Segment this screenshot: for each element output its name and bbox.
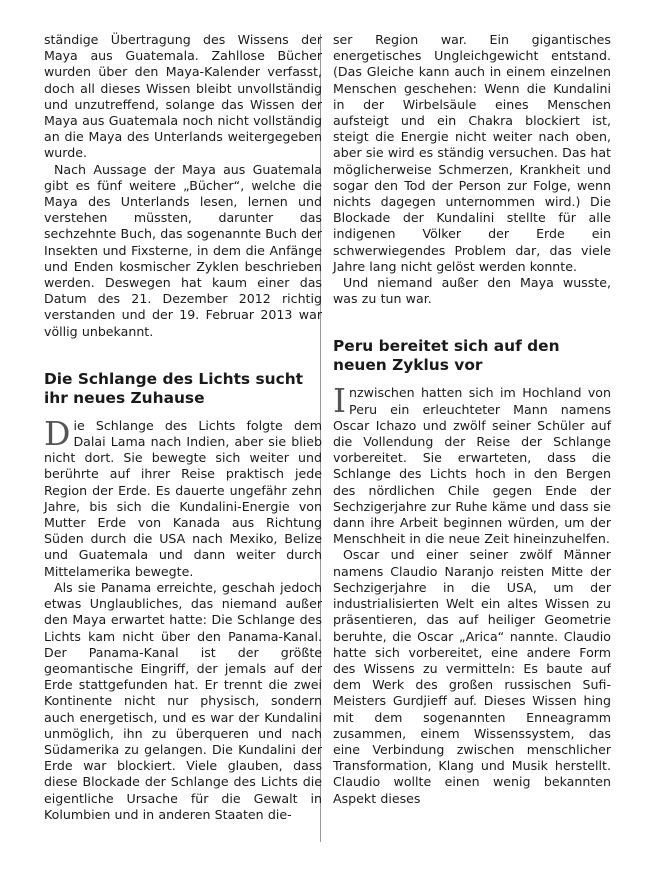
drop-cap-i: I <box>333 381 347 421</box>
right-paragraph-4: Oscar und einer seiner zwölf Männer namens Claudio Naranjo reisten Mitte der Sechzigerjahre in die USA, um der industrialisierten Welt ein altes Wissen zu präsentieren, das auf heiliger Geometrie beruhte, die Oscar „Arica“ nannte. Claudio hatte sich vorbereitet, eine andere Form des Wissens zu vermitteln: Es baute auf dem Werk des großen russischen Sufi-Meisters Gurdjieff auf. Dieses Wissen hing mit dem sogenannten Enneagramm zusammen, einem Wissenssystem, das eine Verbindung zwischen menschlicher Transformation, Klang und Musik herstellt. Claudio wollte einen wenig bekannten Aspekt dieses <box>333 547 611 806</box>
right-paragraph-3-text: nzwischen hatten sich im Hochland von Peru ein erleuchteter Mann namens Oscar Ichazo und zwölf seiner Schüler auf die Vollendung der Reise der Schlange vorbereitet. Sie erwarteten, dass die Schlange des Lichts hoch in den Bergen des nördlichen Chile gegen Ende der Sechzigerjahre zur Ruhe käme und dass sie dann ihre Arbeit beginnen würden, um der Menschheit in die neue Zeit hineinzuhelfen. <box>333 385 611 547</box>
left-paragraph-4: Als sie Panama erreichte, geschah jedoch etwas Unglaubliches, das niemand außer den Maya erwartet hatte: Die Schlange des Lichts kam nicht über den Panama-Kanal. Der Panama-Kanal ist der größte geomantische Eingriff, der jemals auf der Erde stattgefunden hat. Er trennt die zwei Kontinente nicht nur physisch, sondern auch energetisch, und es war der Kundalini unmöglich, ihn zu überqueren und nach Südamerika zu gelangen. Die Kundalini der Erde war blockiert. Viele glauben, dass diese Blockade der Schlange des Lichts die eigentliche Ursache für die Gewalt in Kolumbien und in anderen Staaten die- <box>44 579 322 822</box>
right-column <box>333 32 611 807</box>
left-paragraph-3 <box>44 413 322 580</box>
left-column <box>44 32 322 823</box>
drop-cap-d: D <box>44 413 71 453</box>
section-heading-serpent: Die Schlange des Lichts sucht ihr neues Zuhause <box>44 369 304 407</box>
left-paragraph-1: ständige Übertragung des Wissens der Maya aus Guatemala. Zahllose Bücher wurden über den Maya-Kalender verfasst, doch all dieses Wissen bleibt unvollständig und unzutreffend, solange das Wissen der Maya aus Guatemala noch nicht vollständig an die Maya des Unterlands weitergegeben wurde. <box>44 32 322 161</box>
section-heading-peru: Peru bereitet sich auf den neuen Zyklus vor <box>333 337 560 375</box>
left-paragraph-2: Nach Aussage der Maya aus Guatemala gibt es fünf weitere „Bücher“, welche die Maya des Unterlands lesen, lernen und verstehen müssten, darunter das sechzehnte Buch, das sogenannte Buch der Insekten und Fixsterne, in dem die Anfänge und Enden kosmischer Zyklen beschrieben werden. Deswegen hat kaum einer das Datum des 21. Dezember 2012 richtig verstanden und der 19. Februar 2013 war völlig unbekannt. <box>44 161 322 339</box>
right-paragraph-2: Und niemand außer den Maya wusste, was zu tun war. <box>333 275 611 307</box>
left-paragraph-3-text: ie Schlange des Lichts folgte dem Dalai Lama nach Indien, aber sie blieb nicht dort. Sie bewegte sich weiter und berührte auf ihrer Reise praktisch jede Region der Erde. Es dauerte ungefähr zehn Jahre, bis sich die Kundalini-Energie von Mutter Erde von Kanada aus Richtung Süden durch die USA nach Mexiko, Belize und Guatemala und dann weiter durch Mittelamerika bewegte. <box>44 417 322 579</box>
right-paragraph-3 <box>333 381 611 547</box>
right-paragraph-1: ser Region war. Ein gigantisches energetisches Ungleichgewicht entstand. (Das Gleiche kann auch in einem einzelnen Menschen geschehen: Wenn die Kundalini in der Wirbelsäule eines Menschen aufsteigt und ein Chakra blockiert ist, steigt die Energie nicht weiter nach oben, aber sie wird es ständig versuchen. Das hat möglicherweise Schmerzen, Krankheit und sogar den Tod der Person zur Folge, wenn nichts dagegen unternommen wird.) Die Blockade der Kundalini stellte für alle indigenen Völker der Erde ein schwerwiegendes Problem dar, das viele Jahre lang nicht gelöst werden konnte. <box>333 32 611 274</box>
